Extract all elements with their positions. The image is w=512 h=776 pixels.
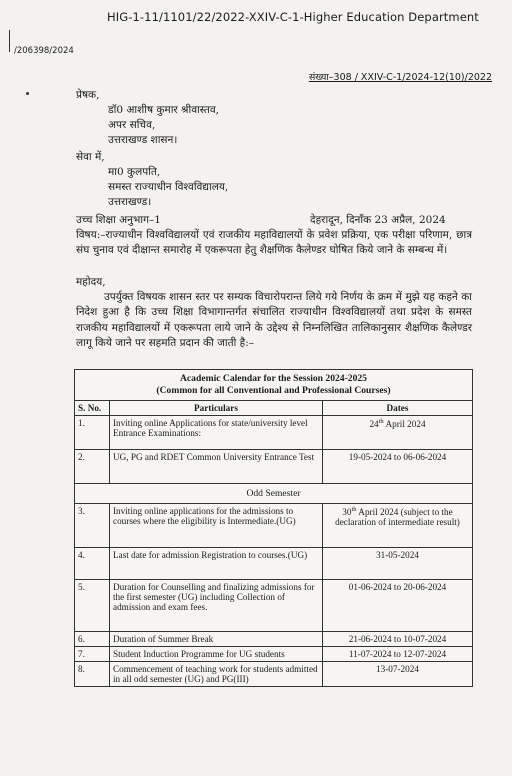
table-row <box>75 548 473 580</box>
row-date: 13-07-2024 <box>323 662 473 687</box>
recipient-label: सेवा में, <box>76 151 105 163</box>
row-particulars: UG, PG and RDET Common University Entrance Test <box>110 450 323 484</box>
recipient-line-3: उत्तराखण्ड। <box>108 196 152 208</box>
header-dates: Dates <box>323 401 473 416</box>
recipient-block <box>76 150 228 210</box>
row-date: 30th April 2024 (subject to the declaration of intermediate result) <box>323 504 473 548</box>
row-sno: 8. <box>75 662 110 687</box>
row-date: 11-07-2024 to 12-07-2024 <box>323 647 473 662</box>
row-sno: 5. <box>75 580 110 632</box>
sender-label: प्रेषक, <box>76 89 100 101</box>
semester-row <box>75 484 473 504</box>
row-sno: 4. <box>75 548 110 580</box>
academic-calendar-table <box>74 369 473 687</box>
calendar-subtitle: (Common for all Conventional and Professional Courses) <box>156 385 391 396</box>
row-sno: 1. <box>75 416 110 450</box>
section-name: उच्च शिक्षा अनुभाग–1 <box>76 214 161 226</box>
row-particulars: Student Induction Programme for UG students <box>110 647 323 662</box>
table-row <box>75 632 473 647</box>
calendar-title: Academic Calendar for the Session 2024-2025 <box>180 373 367 384</box>
row-sno: 7. <box>75 647 110 662</box>
letter-number: संख्या–308 / XXIV-C-1/2024-12(10)/2022 <box>308 72 492 83</box>
table-row <box>75 647 473 662</box>
row-particulars: Duration of Summer Break <box>110 632 323 647</box>
row-date: 01-06-2024 to 20-06-2024 <box>323 580 473 632</box>
row-sno: 2. <box>75 450 110 484</box>
margin-dot <box>26 92 29 95</box>
table-row <box>75 662 473 687</box>
row-date: 21-06-2024 to 10-07-2024 <box>323 632 473 647</box>
letter-date: देहरादून, दिनाँक 23 अप्रैल, 2024 <box>310 214 446 226</box>
row-particulars: Inviting online Applications for state/university level Entrance Examinations: <box>110 416 323 450</box>
row-sno: 6. <box>75 632 110 647</box>
subject-line: विषय:–राज्याधीन विश्वविद्यालयों एवं राजकीय महाविद्यालयों के प्रवेश प्रक्रिया, एक परीक्षा परिणाम, छात्र संघ चुनाव एवं दीक्षान्त समारोह में एकरूपता हेतु शैक्षणिक कैलेण्डर घोषित किये जाने के सम्बन्ध में। <box>76 229 472 257</box>
row-particulars: Duration for Counselling and finalizing admissions for the first semester (UG) including Collection of admission and exam fees. <box>110 580 323 632</box>
row-particulars: Commencement of teaching work for students admitted in all odd semester (UG) and PG(III) <box>110 662 323 687</box>
row-date: 31-05-2024 <box>323 548 473 580</box>
sender-designation: अपर सचिव, <box>108 119 156 131</box>
header-particulars: Particulars <box>110 401 323 416</box>
table-row <box>75 450 473 484</box>
salutation: महोदय, <box>76 276 106 288</box>
row-particulars: Last date for admission Registration to courses.(UG) <box>110 548 323 580</box>
row-particulars: Inviting online applications for the admissions to courses where the eligibility is Intermediate.(UG) <box>110 504 323 548</box>
body-paragraph: उपर्युक्त विषयक शासन स्तर पर सम्यक विचारोपरान्त लिये गये निर्णय के क्रम में मुझे यह कहने का निदेश हुआ है कि उच्च शिक्षा विभागान्तर्गत संचालित राज्याधीन विश्वविद्यालयों तथा प्रदेश के समस्त राजकीय महाविद्यालयों में एकरूपता लाये जाने के उद्देश्य से निम्नलिखित तालिकानुसार शैक्षणिक कैलेण्डर लागू किये जाने पर सहमति प्रदान की जाती है:– <box>76 291 472 350</box>
row-sno: 3. <box>75 504 110 548</box>
table-header-row <box>75 401 473 416</box>
sender-block <box>76 88 219 148</box>
table-row <box>75 504 473 548</box>
table-row <box>75 580 473 632</box>
margin-mark <box>9 30 10 52</box>
calendar-title-cell <box>75 370 473 401</box>
row-date: 19-05-2024 to 06-06-2024 <box>323 450 473 484</box>
receipt-number: /206398/2024 <box>14 46 74 56</box>
row-date: 24th April 2024 <box>323 416 473 450</box>
odd-semester-label: Odd Semester <box>75 484 473 504</box>
header-sno: S. No. <box>75 401 110 416</box>
table-row <box>75 416 473 450</box>
file-reference: HIG-1-11/1101/22/2022-XXIV-C-1-Higher Education Department <box>107 10 479 24</box>
recipient-line-2: समस्त राज्याधीन विश्वविद्यालय, <box>108 181 229 193</box>
recipient-line-1: मा0 कुलपति, <box>108 166 161 178</box>
sender-office: उत्तराखण्ड शासन। <box>108 134 178 146</box>
sender-name: डॉ0 आशीष कुमार श्रीवास्तव, <box>108 104 220 116</box>
